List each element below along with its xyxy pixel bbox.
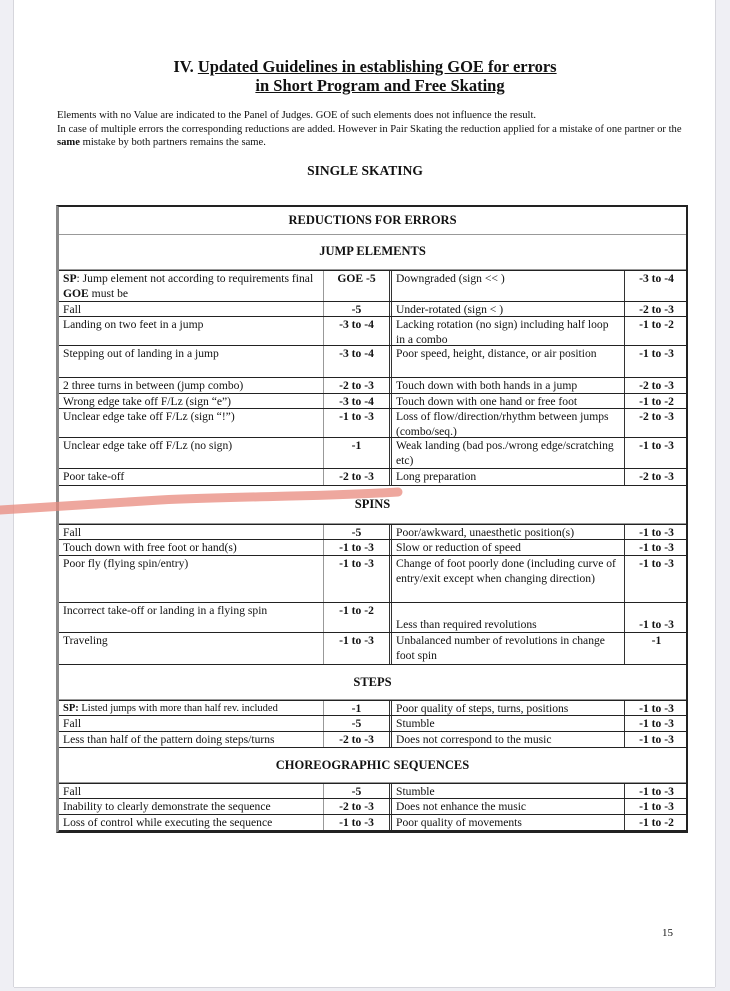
page-number: 15 <box>662 927 673 939</box>
description-text: must be <box>88 286 129 300</box>
error-description-left <box>59 378 324 393</box>
reductions-table <box>56 205 688 833</box>
table-row <box>59 394 686 409</box>
description-text: Fall <box>63 785 82 798</box>
description-text: Touch down with free foot or hand(s) <box>63 541 237 554</box>
error-description-right: Poor speed, height, distance, or air position <box>392 346 625 377</box>
error-description-right: Weak landing (bad pos./wrong edge/scratching etc) <box>392 438 625 468</box>
description-text: Inability to clearly demonstrate the sequence <box>63 800 271 813</box>
goe-value-right: -1 to -3 <box>639 717 674 730</box>
error-description-left <box>59 799 324 814</box>
error-description-right: Slow or reduction of speed <box>392 540 625 555</box>
error-description-right: Does not correspond to the music <box>392 732 625 747</box>
goe-value-right: -1 to -3 <box>639 733 674 746</box>
goe-value-right: -2 to -3 <box>639 470 674 483</box>
table-row <box>59 469 686 486</box>
goe-value-right: -1 to -3 <box>639 347 674 360</box>
table-row <box>59 346 686 378</box>
goe-value-left: -5 <box>324 784 392 798</box>
goe-value-left: -2 to -3 <box>324 732 392 747</box>
error-description-right: Stumble <box>392 784 625 798</box>
description-text: Landing on two feet in a jump <box>63 318 204 331</box>
error-description-right: Poor quality of movements <box>392 815 625 830</box>
description-text: Wrong edge take off F/Lz (sign “e”) <box>63 395 232 408</box>
error-description-left <box>59 732 324 747</box>
error-description-left <box>59 271 324 301</box>
goe-value-right: -2 to -3 <box>639 379 674 392</box>
goe-value-right: -1 to -2 <box>639 816 674 829</box>
goe-value-left: -1 <box>324 701 392 715</box>
goe-value-right: -1 to -2 <box>639 318 674 331</box>
table-title: REDUCTIONS FOR ERRORS <box>59 207 686 235</box>
description-text: Incorrect take-off or landing in a flying spin <box>63 604 268 617</box>
goe-value-right: -1 to -3 <box>639 800 674 813</box>
bold-label: SP <box>63 272 77 285</box>
goe-value-left: -3 to -4 <box>324 317 392 345</box>
error-description-right: Long preparation <box>392 469 625 485</box>
bold-label: GOE <box>63 286 89 300</box>
goe-value-left: -1 to -3 <box>324 633 392 664</box>
error-description-right: Under-rotated (sign < ) <box>392 302 625 316</box>
goe-value-right: -1 <box>651 634 662 647</box>
title-prefix: IV. <box>173 57 198 76</box>
section-subtitle: SINGLE SKATING <box>307 163 423 178</box>
goe-value-left: -1 to -3 <box>324 815 392 830</box>
description-text: Fall <box>63 717 82 730</box>
goe-value-left: -1 to -3 <box>324 556 392 602</box>
error-description-right: Downgraded (sign << ) <box>392 271 625 301</box>
description-text: Less than half of the pattern doing steps/turns <box>63 733 275 746</box>
error-description-left <box>59 701 324 715</box>
table-row <box>59 799 686 815</box>
table-row <box>59 732 686 748</box>
table-row <box>59 556 686 603</box>
description-text: Listed jumps with more than half rev. included <box>78 703 278 714</box>
error-description-left <box>59 409 324 437</box>
description-text: Stepping out of landing in a jump <box>63 347 219 360</box>
table-row <box>59 302 686 317</box>
error-description-right: Lacking rotation (no sign) including half loop in a combo <box>392 317 625 345</box>
description-text: Unclear edge take off F/Lz (no sign) <box>63 439 233 452</box>
goe-value-right: -2 to -3 <box>639 303 674 316</box>
description-text: Fall <box>63 526 82 539</box>
table-row <box>59 438 686 469</box>
table-row <box>59 540 686 556</box>
table-row <box>59 700 686 716</box>
goe-value-right: -1 to -3 <box>639 785 674 798</box>
goe-value-right: -1 to -3 <box>639 702 674 715</box>
description-text: Traveling <box>63 634 108 647</box>
error-description-right: Less than required revolutions <box>392 603 625 632</box>
section-header: JUMP ELEMENTS <box>59 233 686 270</box>
goe-value-right: -1 to -3 <box>639 439 674 452</box>
title-line-2: in Short Program and Free Skating <box>255 76 505 95</box>
error-description-left <box>59 540 324 555</box>
error-description-right: Loss of flow/direction/rhythm between jumps (combo/seq.) <box>392 409 625 437</box>
error-description-left <box>59 603 324 632</box>
error-description-left <box>59 525 324 539</box>
error-description-right: Change of foot poorly done (including curve of entry/exit except when changing direction) <box>392 556 625 602</box>
description-text: Fall <box>63 303 82 316</box>
goe-value-right: -3 to -4 <box>639 272 674 285</box>
intro-paragraph <box>57 109 697 150</box>
intro-bold: same <box>57 137 80 148</box>
goe-value-left: -1 to -3 <box>324 409 392 437</box>
goe-value-left: -2 to -3 <box>324 378 392 393</box>
table-row <box>59 716 686 732</box>
goe-value-left: -1 <box>324 438 392 468</box>
goe-value-left: -5 <box>324 302 392 316</box>
description-text: Poor fly (flying spin/entry) <box>63 557 189 570</box>
bold-label: SP: <box>63 703 79 714</box>
table-row <box>59 524 686 540</box>
goe-value-right: -1 to -2 <box>639 395 674 408</box>
goe-value-right: -2 to -3 <box>639 410 674 423</box>
table-row <box>59 378 686 394</box>
description-text: Unclear edge take off F/Lz (sign “!”) <box>63 410 235 423</box>
table-row <box>59 270 686 302</box>
error-description-right: Touch down with both hands in a jump <box>392 378 625 393</box>
table-row <box>59 783 686 799</box>
table-row <box>59 603 686 633</box>
table-row <box>59 317 686 346</box>
description-text: : Jump element not according to requirements final <box>76 272 314 285</box>
section-header: SPINS <box>59 486 686 524</box>
error-description-right: Poor/awkward, unaesthetic position(s) <box>392 525 625 539</box>
goe-value-right: -1 to -3 <box>639 526 674 539</box>
error-description-left <box>59 438 324 468</box>
error-description-left <box>59 394 324 408</box>
goe-value-right: -1 to -3 <box>639 617 674 631</box>
goe-value-left: -3 to -4 <box>324 346 392 377</box>
error-description-left <box>59 784 324 798</box>
error-description-right: Poor quality of steps, turns, positions <box>392 701 625 715</box>
goe-value-left: -5 <box>324 716 392 731</box>
error-description-left <box>59 317 324 345</box>
intro-line-1: Elements with no Value are indicated to the Panel of Judges. GOE of such elements does not influence the result. <box>57 110 537 121</box>
error-description-right: Does not enhance the music <box>392 799 625 814</box>
intro-line-2 <box>57 123 697 150</box>
goe-value-left: -3 to -4 <box>324 394 392 408</box>
error-description-left <box>59 346 324 377</box>
error-description-left <box>59 815 324 830</box>
intro-text: mistake by both partners remains the same. <box>79 137 266 148</box>
goe-value-right: -1 to -3 <box>639 557 674 570</box>
error-description-left <box>59 716 324 731</box>
intro-text: In case of multiple errors the corresponding reductions are added. However in Pair Skating the reduction applied for a mistake of one partner or the <box>57 123 682 135</box>
error-description-left <box>59 556 324 602</box>
goe-value-left: -2 to -3 <box>324 799 392 814</box>
goe-value-left: -5 <box>324 525 392 539</box>
goe-value-right: -1 to -3 <box>639 541 674 554</box>
section-header: CHOREOGRAPHIC SEQUENCES <box>59 748 686 783</box>
error-description-right: Unbalanced number of revolutions in change foot spin <box>392 633 625 664</box>
error-description-right: Stumble <box>392 716 625 731</box>
error-description-left <box>59 633 324 664</box>
goe-value-left: GOE -5 <box>324 271 392 301</box>
error-description-left <box>59 469 324 485</box>
goe-value-left: -1 to -2 <box>324 603 392 632</box>
description-text: Poor take-off <box>63 470 125 483</box>
table-row <box>59 409 686 438</box>
page-title <box>0 57 730 95</box>
table-row <box>59 815 686 831</box>
error-description-left <box>59 302 324 316</box>
section-header: STEPS <box>59 665 686 700</box>
table-row <box>59 633 686 665</box>
description-text: Loss of control while executing the sequence <box>63 816 273 829</box>
title-line-1: Updated Guidelines in establishing GOE for errors <box>197 57 557 76</box>
description-text: 2 three turns in between (jump combo) <box>63 379 244 392</box>
goe-value-left: -1 to -3 <box>324 540 392 555</box>
goe-value-left: -2 to -3 <box>324 469 392 485</box>
error-description-right: Touch down with one hand or free foot <box>392 394 625 408</box>
